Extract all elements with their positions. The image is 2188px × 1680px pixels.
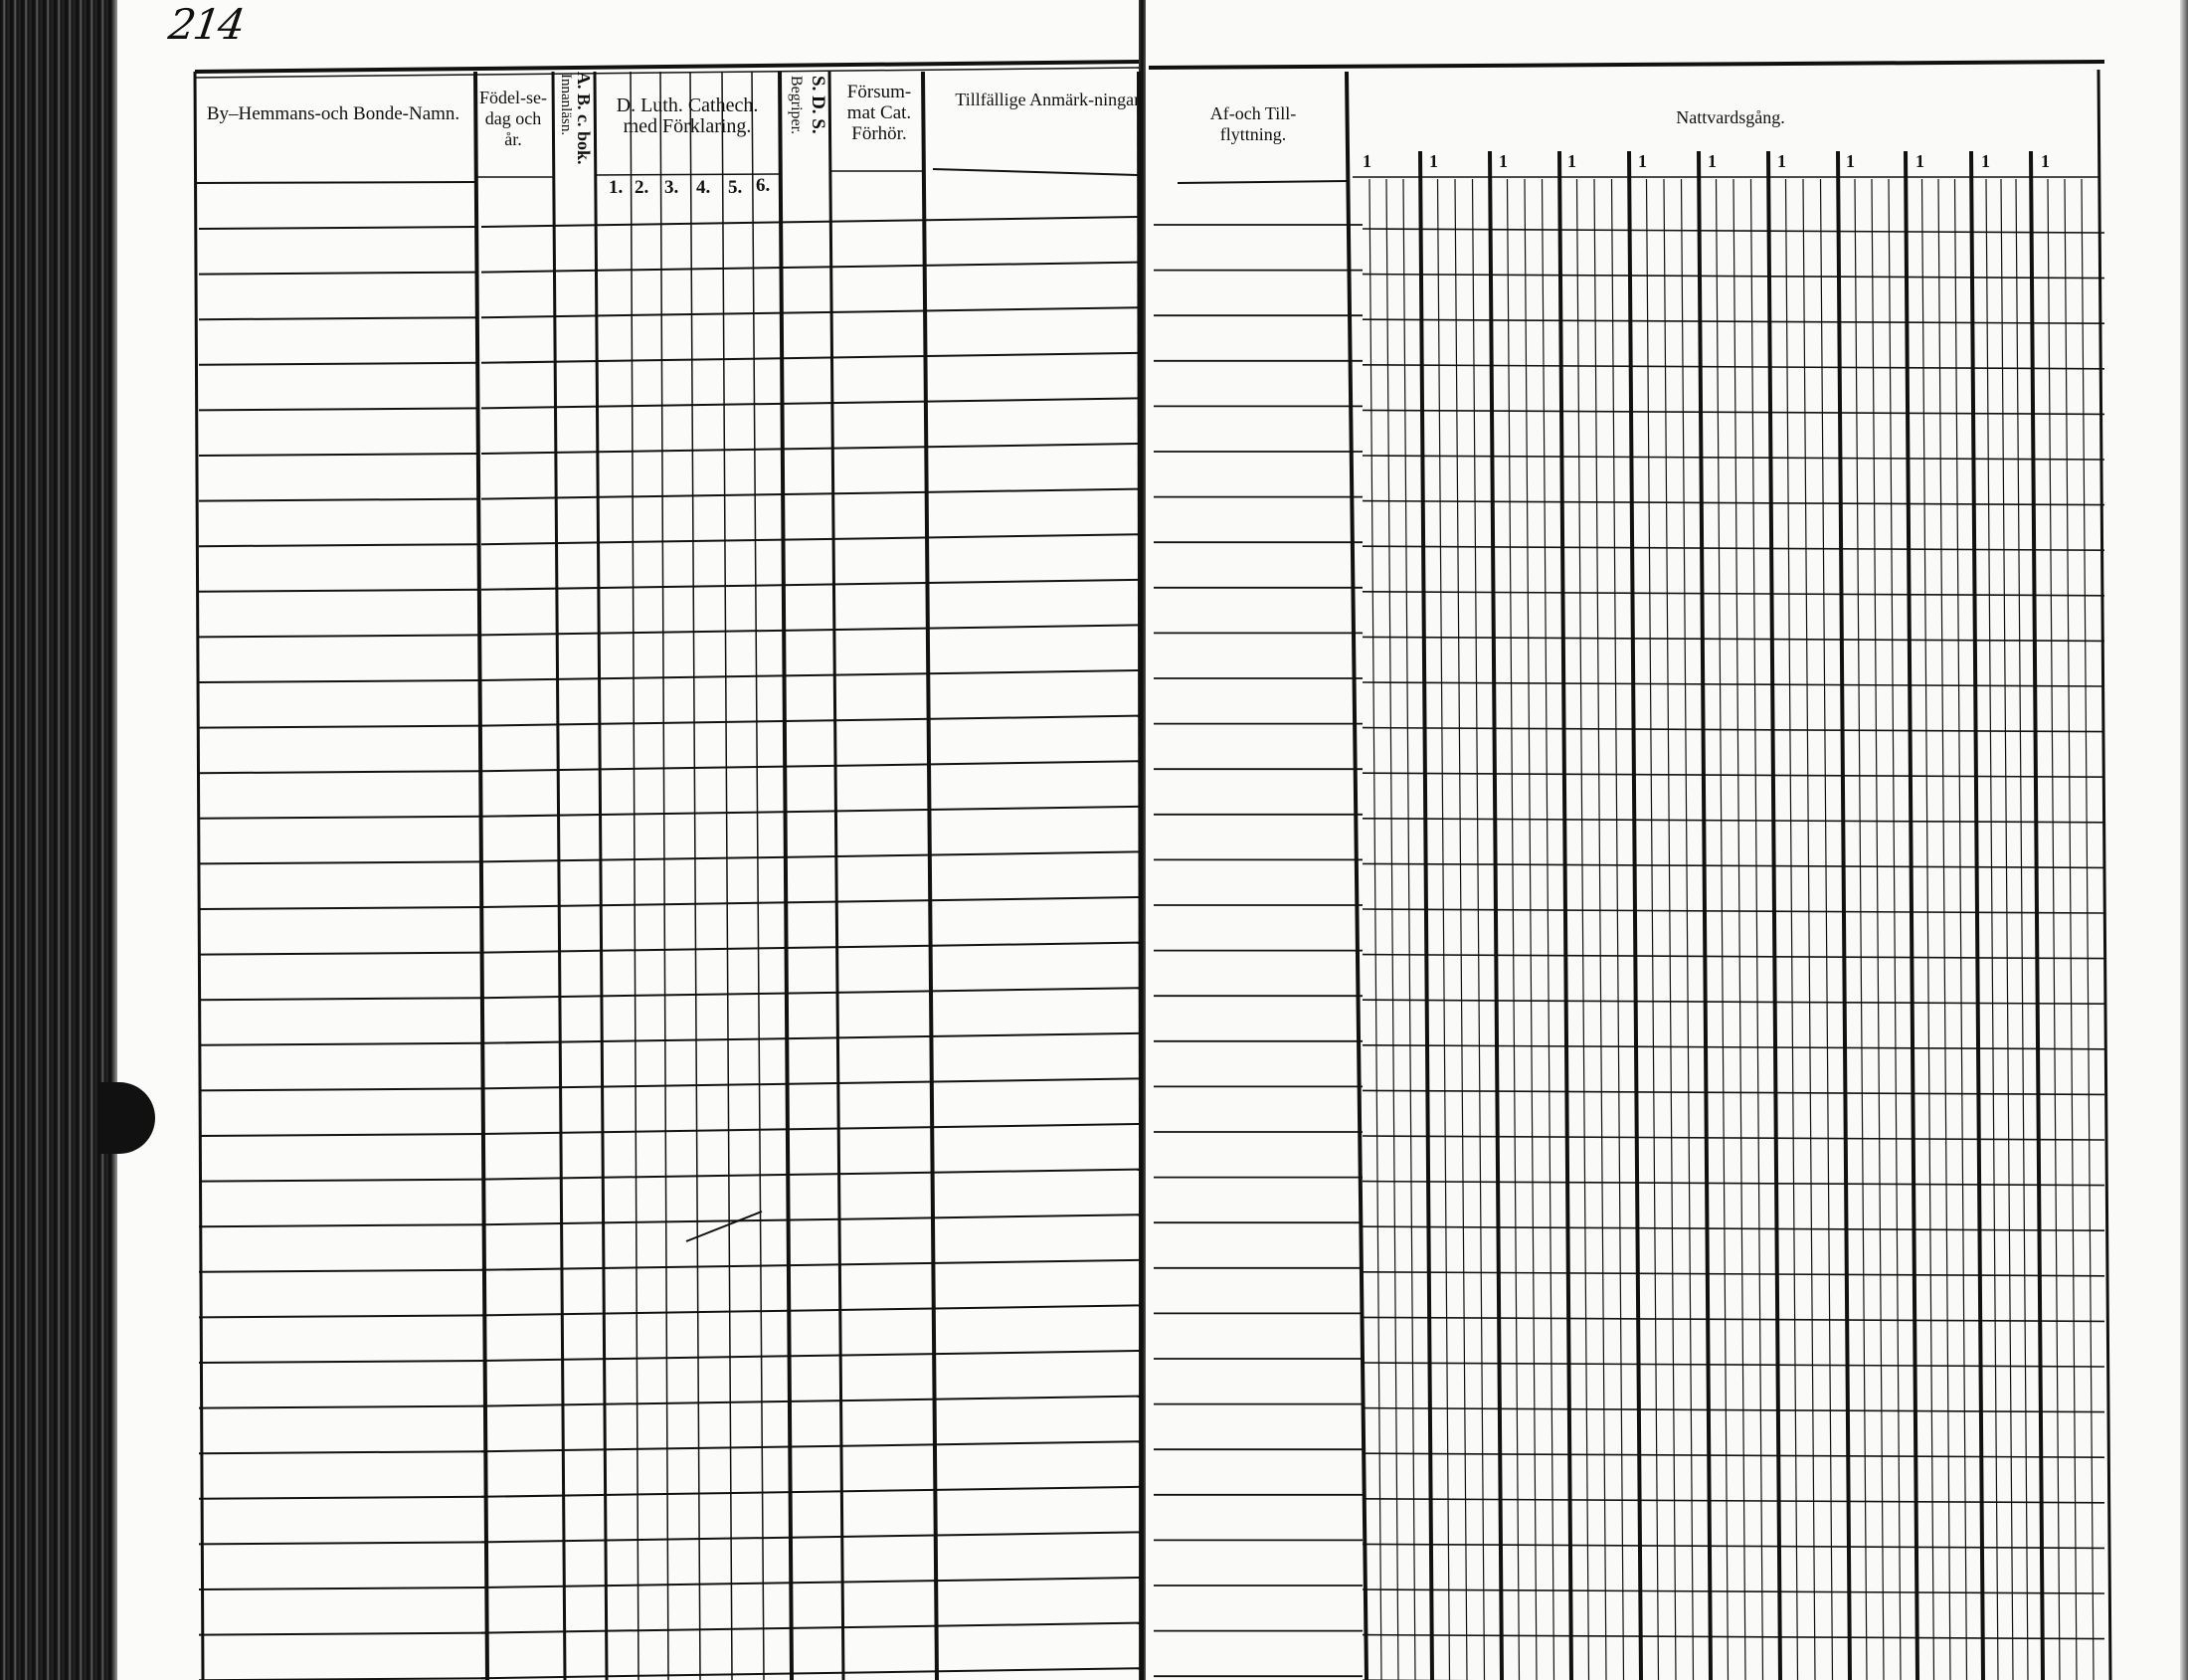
row-rule [1363, 863, 2104, 867]
row-rule [1363, 682, 2104, 686]
row-rule [481, 263, 1140, 273]
communion-mark: 1 [1499, 151, 1508, 171]
row-rule [1363, 501, 2104, 505]
column-rule [1971, 151, 1983, 1680]
row-rule [199, 1224, 484, 1226]
header-communion-text: Nattvardsgång. [1676, 107, 1785, 127]
row-rule [1363, 1408, 2104, 1412]
folio-number: 214 [165, 0, 247, 49]
row-rule [199, 454, 479, 456]
row-rule [481, 1441, 1140, 1451]
header-begriper: Begriper. [788, 76, 805, 135]
row-rule [1363, 1226, 2104, 1230]
column-rule [2098, 70, 2110, 1680]
communion-mark: 1 [1915, 151, 1924, 171]
row-rule [199, 1134, 483, 1136]
row-rule [481, 716, 1140, 726]
row-rule [481, 580, 1140, 590]
row-rule [199, 363, 478, 365]
row-rule [1363, 546, 2104, 550]
row-rule [481, 1351, 1140, 1361]
communion-mark: 1 [1708, 151, 1717, 171]
catechism-part-5: 5. [728, 177, 743, 198]
top-rule [195, 62, 1139, 72]
column-rule [1699, 151, 1711, 1680]
column-rule [690, 72, 700, 1680]
header-rule [195, 182, 475, 183]
row-rule [481, 398, 1140, 408]
column-rule [553, 72, 565, 1680]
row-rule [199, 635, 480, 637]
row-rule [1363, 456, 2104, 460]
row-rule [1363, 773, 2104, 777]
column-rule-thin [1889, 179, 1901, 1680]
column-rule-thin [1438, 179, 1450, 1680]
row-rule [481, 807, 1140, 817]
catechism-part-1: 1. [609, 177, 624, 198]
row-rule [1363, 1589, 2104, 1593]
row-rule [481, 1260, 1140, 1270]
row-rule [199, 317, 478, 319]
row-rule [199, 680, 480, 682]
row-rule [481, 217, 1140, 227]
header-communion [1631, 107, 1830, 128]
row-rule [1363, 275, 2104, 279]
row-rule [199, 1315, 484, 1317]
column-rule-thin [2016, 179, 2028, 1680]
row-rule [199, 227, 477, 229]
row-rule [481, 353, 1140, 363]
catechism-part-4: 4. [696, 177, 711, 198]
header-catechism [603, 95, 772, 137]
row-rule [199, 544, 479, 546]
row-rule [199, 1451, 485, 1453]
column-rule-thin [1386, 179, 1398, 1680]
row-rule [481, 1397, 1140, 1406]
row-rule [199, 861, 481, 863]
communion-mark: 1 [2041, 151, 2050, 171]
row-rule [199, 1180, 483, 1182]
row-rule [481, 1170, 1140, 1180]
row-rule [481, 1487, 1140, 1497]
row-rule [199, 771, 481, 773]
column-rule-thin [1872, 179, 1884, 1680]
row-rule [199, 273, 477, 275]
row-rule [199, 1587, 486, 1589]
row-rule [481, 1033, 1140, 1043]
header-catechism-text: D. Luth. Cathech. med Förklaring. [616, 94, 759, 137]
row-rule [481, 988, 1140, 998]
row-rule [1363, 1317, 2104, 1321]
column-rule [1838, 151, 1850, 1680]
row-rule [1363, 955, 2104, 959]
row-rule [199, 817, 481, 819]
header-moving [1180, 103, 1327, 145]
row-rule [199, 1406, 485, 1408]
row-rule [481, 1214, 1140, 1224]
row-rule [481, 761, 1140, 771]
header-rule [933, 169, 1139, 175]
communion-mark: 1 [1567, 151, 1576, 171]
column-rule-thin [2001, 179, 2013, 1680]
top-rule [1149, 62, 2104, 68]
row-rule [199, 408, 478, 410]
column-rule [1559, 151, 1571, 1680]
row-rule [1363, 1635, 2104, 1639]
column-rule [2031, 151, 2043, 1680]
row-rule [199, 1361, 485, 1363]
header-rule [595, 174, 780, 175]
column-rule-thin [1455, 179, 1467, 1680]
column-rule [1347, 72, 1367, 1680]
row-rule [1363, 637, 2104, 641]
row-rule [481, 851, 1140, 861]
row-rule [481, 897, 1140, 907]
header-sds: S. D. S. [808, 76, 828, 134]
communion-mark: 1 [1363, 151, 1371, 171]
row-rule [1363, 1499, 2104, 1503]
column-rule-thin [1403, 179, 1415, 1680]
row-rule [199, 499, 479, 501]
header-birth-text: Födel-se-dag och år. [479, 88, 547, 149]
row-rule [481, 1578, 1140, 1587]
header-innanlasn: Innanläsn. [558, 74, 574, 136]
column-rule [1420, 151, 1432, 1680]
catechism-part-6: 6. [756, 175, 771, 196]
row-rule [199, 953, 482, 955]
header-moving-text: Af-och Till-flyttning. [1209, 103, 1297, 144]
row-rule [199, 1270, 484, 1272]
row-rule [199, 907, 482, 909]
row-rule [1363, 1272, 2104, 1276]
header-abc-book: A. B. c. bok. [574, 72, 594, 165]
row-rule [1363, 1182, 2104, 1186]
column-rule-thin [2082, 179, 2094, 1680]
row-rule [481, 534, 1140, 544]
column-rule-thin [2048, 179, 2060, 1680]
header-birth [477, 88, 549, 150]
column-rule [660, 72, 668, 1680]
row-rule [481, 444, 1140, 454]
row-rule [481, 1532, 1140, 1542]
column-rule [1906, 151, 1917, 1680]
header-remarks-text: Tillfällige Anmärk-ningar. [955, 90, 1144, 109]
row-rule [199, 1088, 483, 1090]
column-rule-thin [1955, 179, 1967, 1680]
row-rule [199, 1542, 486, 1544]
row-rule [481, 1668, 1140, 1678]
header-name [199, 103, 467, 124]
row-rule [199, 998, 482, 1000]
row-rule [481, 1124, 1140, 1134]
column-rule [595, 72, 607, 1680]
row-rule [199, 590, 479, 592]
row-rule [481, 625, 1140, 635]
row-rule [481, 1623, 1140, 1633]
row-rule [481, 489, 1140, 499]
communion-mark: 1 [1981, 151, 1990, 171]
header-forsummat-text: Försum-mat Cat. Förhör. [846, 82, 912, 144]
row-rule [1363, 1363, 2104, 1367]
column-rule [1768, 151, 1780, 1680]
column-rule-thin [2065, 179, 2077, 1680]
row-rule [1363, 728, 2104, 732]
row-rule [481, 670, 1140, 680]
row-rule [1363, 1453, 2104, 1457]
column-rule [1629, 151, 1641, 1680]
column-rule-thin [1473, 179, 1485, 1680]
column-rule-thin [1922, 179, 1934, 1680]
column-rule [923, 72, 937, 1680]
column-rule [1490, 151, 1502, 1680]
header-rule [1178, 181, 1347, 183]
row-rule [1363, 909, 2104, 913]
column-rule [475, 72, 487, 1680]
row-rule [1363, 819, 2104, 823]
column-rule-thin [1369, 179, 1381, 1680]
row-rule [481, 943, 1140, 953]
column-rule [631, 72, 638, 1680]
column-rule [1139, 72, 1142, 1680]
row-rule [1363, 1544, 2104, 1548]
row-rule [199, 726, 480, 728]
communion-mark: 1 [1846, 151, 1855, 171]
column-rule-thin [1986, 179, 1998, 1680]
header-remarks [955, 90, 1144, 110]
catechism-part-2: 2. [635, 177, 649, 198]
column-rule-thin [1938, 179, 1950, 1680]
row-rule [199, 1043, 482, 1045]
row-rule [1363, 592, 2104, 596]
row-rule [199, 1633, 486, 1635]
header-name-text: By–Hemmans-och Bonde-Namn. [206, 103, 460, 124]
row-rule [481, 1305, 1140, 1315]
column-rule-thin [1821, 179, 1833, 1680]
communion-mark: 1 [1638, 151, 1647, 171]
communion-mark: 1 [1777, 151, 1786, 171]
column-rule-thin [1855, 179, 1867, 1680]
row-rule [481, 307, 1140, 317]
row-rule [199, 1497, 485, 1499]
catechism-part-3: 3. [664, 177, 679, 198]
row-rule [481, 1078, 1140, 1088]
column-rule [195, 72, 203, 1680]
column-rule-thin [1803, 179, 1815, 1680]
communion-mark: 1 [1429, 151, 1438, 171]
column-rule-thin [1786, 179, 1798, 1680]
header-forsummat [833, 82, 925, 144]
